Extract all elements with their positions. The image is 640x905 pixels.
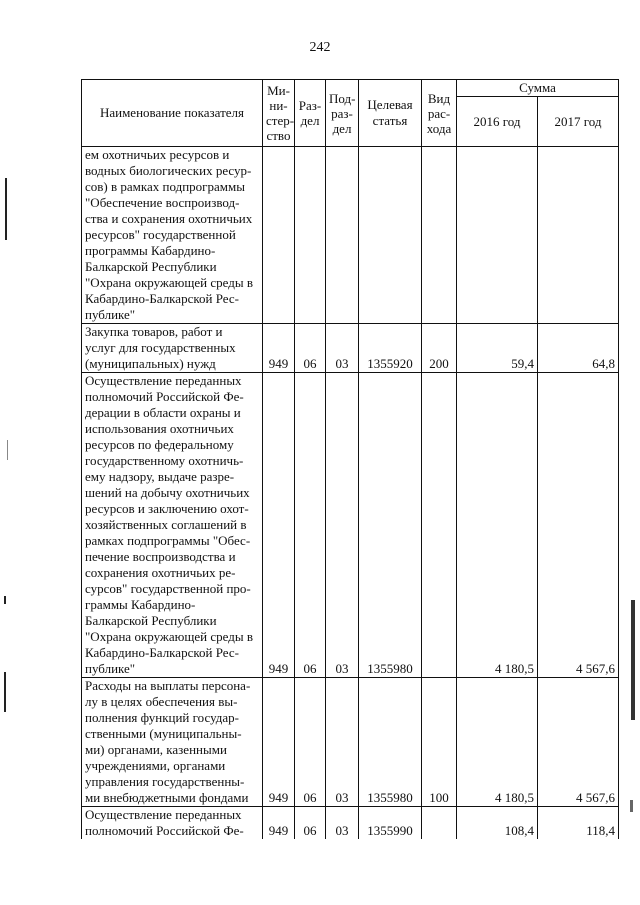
header-year-2017: 2017 год bbox=[538, 97, 619, 147]
row-ministry: 949 bbox=[263, 373, 295, 678]
row-ministry: 949 bbox=[263, 324, 295, 373]
row-amount-2016 bbox=[457, 147, 538, 324]
row-name: Расходы на выплаты персона- лу в целях обеспечения вы- полнения функций государ- ственными (муниципальны- ми) органами, казенными учреждениями, органами управления государственны- ми внебюджетными фондами bbox=[82, 678, 263, 807]
row-target-article: 1355920 bbox=[359, 324, 422, 373]
row-ministry: 949 bbox=[263, 807, 295, 840]
row-name: Закупка товаров, работ и услуг для государственных (муниципальных) нужд bbox=[82, 324, 263, 373]
table-row bbox=[82, 324, 619, 373]
table-body bbox=[82, 147, 619, 840]
row-target-article bbox=[359, 147, 422, 324]
row-section: 06 bbox=[295, 324, 326, 373]
scan-artifact bbox=[631, 600, 635, 720]
header-indicator-name: Наименование показателя bbox=[82, 80, 263, 147]
row-name: Осуществление переданных полномочий Российской Фе- bbox=[82, 807, 263, 840]
row-ministry: 949 bbox=[263, 678, 295, 807]
row-amount-2016: 4 180,5 bbox=[457, 678, 538, 807]
row-expense-type bbox=[422, 147, 457, 324]
row-expense-type: 100 bbox=[422, 678, 457, 807]
row-section: 06 bbox=[295, 807, 326, 840]
row-subsection: 03 bbox=[326, 678, 359, 807]
row-section: 06 bbox=[295, 373, 326, 678]
row-amount-2016: 4 180,5 bbox=[457, 373, 538, 678]
table-row bbox=[82, 373, 619, 678]
row-subsection: 03 bbox=[326, 324, 359, 373]
table-row bbox=[82, 147, 619, 324]
row-amount-2016: 59,4 bbox=[457, 324, 538, 373]
scan-artifact bbox=[7, 440, 8, 460]
row-expense-type: 200 bbox=[422, 324, 457, 373]
budget-table bbox=[81, 79, 619, 839]
row-target-article: 1355980 bbox=[359, 678, 422, 807]
header-subsection: Под- раз- дел bbox=[326, 80, 359, 147]
scan-artifact bbox=[4, 596, 6, 604]
header-ministry: Ми- ни- стер- ство bbox=[263, 80, 295, 147]
table-row bbox=[82, 678, 619, 807]
row-name: Осуществление переданных полномочий Российской Фе- дерации в области охраны и использования охотничьих ресурсов по федеральному государственному охотничь- ему надзору, выдаче разре- шений на добычу охотничьих ресурсов и заключению охот- хозяйственных соглашений в рамках подпрограммы "Обес- печение воспроизводства и сохранения охотничьих ре- сурсов" государственной про- граммы Кабардино- Балкарской Республики "Охрана окружающей среды в Кабардино-Балкарской Рес- публике" bbox=[82, 373, 263, 678]
row-ministry bbox=[263, 147, 295, 324]
row-amount-2017 bbox=[538, 147, 619, 324]
row-amount-2016: 108,4 bbox=[457, 807, 538, 840]
row-amount-2017: 4 567,6 bbox=[538, 678, 619, 807]
header-sum: Сумма bbox=[457, 80, 619, 97]
row-section bbox=[295, 147, 326, 324]
row-expense-type bbox=[422, 807, 457, 840]
header-year-2016: 2016 год bbox=[457, 97, 538, 147]
row-name: ем охотничьих ресурсов и водных биологических ресур- сов) в рамках подпрограммы "Обеспечение воспроизвод- ства и сохранения охотничьих ресурсов" государственной программы Кабардино- Балкарской Республики "Охрана окружающей среды в Кабардино-Балкарской Рес- публике" bbox=[82, 147, 263, 324]
header-target-article: Целевая статья bbox=[359, 80, 422, 147]
row-subsection bbox=[326, 147, 359, 324]
scan-artifact bbox=[4, 672, 6, 712]
row-amount-2017: 118,4 bbox=[538, 807, 619, 840]
row-section: 06 bbox=[295, 678, 326, 807]
table-row bbox=[82, 807, 619, 840]
page-number: 242 bbox=[309, 40, 331, 55]
table-header bbox=[82, 80, 619, 147]
row-target-article: 1355990 bbox=[359, 807, 422, 840]
row-amount-2017: 64,8 bbox=[538, 324, 619, 373]
row-amount-2017: 4 567,6 bbox=[538, 373, 619, 678]
row-expense-type bbox=[422, 373, 457, 678]
header-section: Раз- дел bbox=[295, 80, 326, 147]
row-subsection: 03 bbox=[326, 373, 359, 678]
header-expense-type: Вид рас- хода bbox=[422, 80, 457, 147]
scan-artifact bbox=[630, 800, 633, 812]
row-subsection: 03 bbox=[326, 807, 359, 840]
row-target-article: 1355980 bbox=[359, 373, 422, 678]
scan-artifact bbox=[5, 178, 7, 240]
